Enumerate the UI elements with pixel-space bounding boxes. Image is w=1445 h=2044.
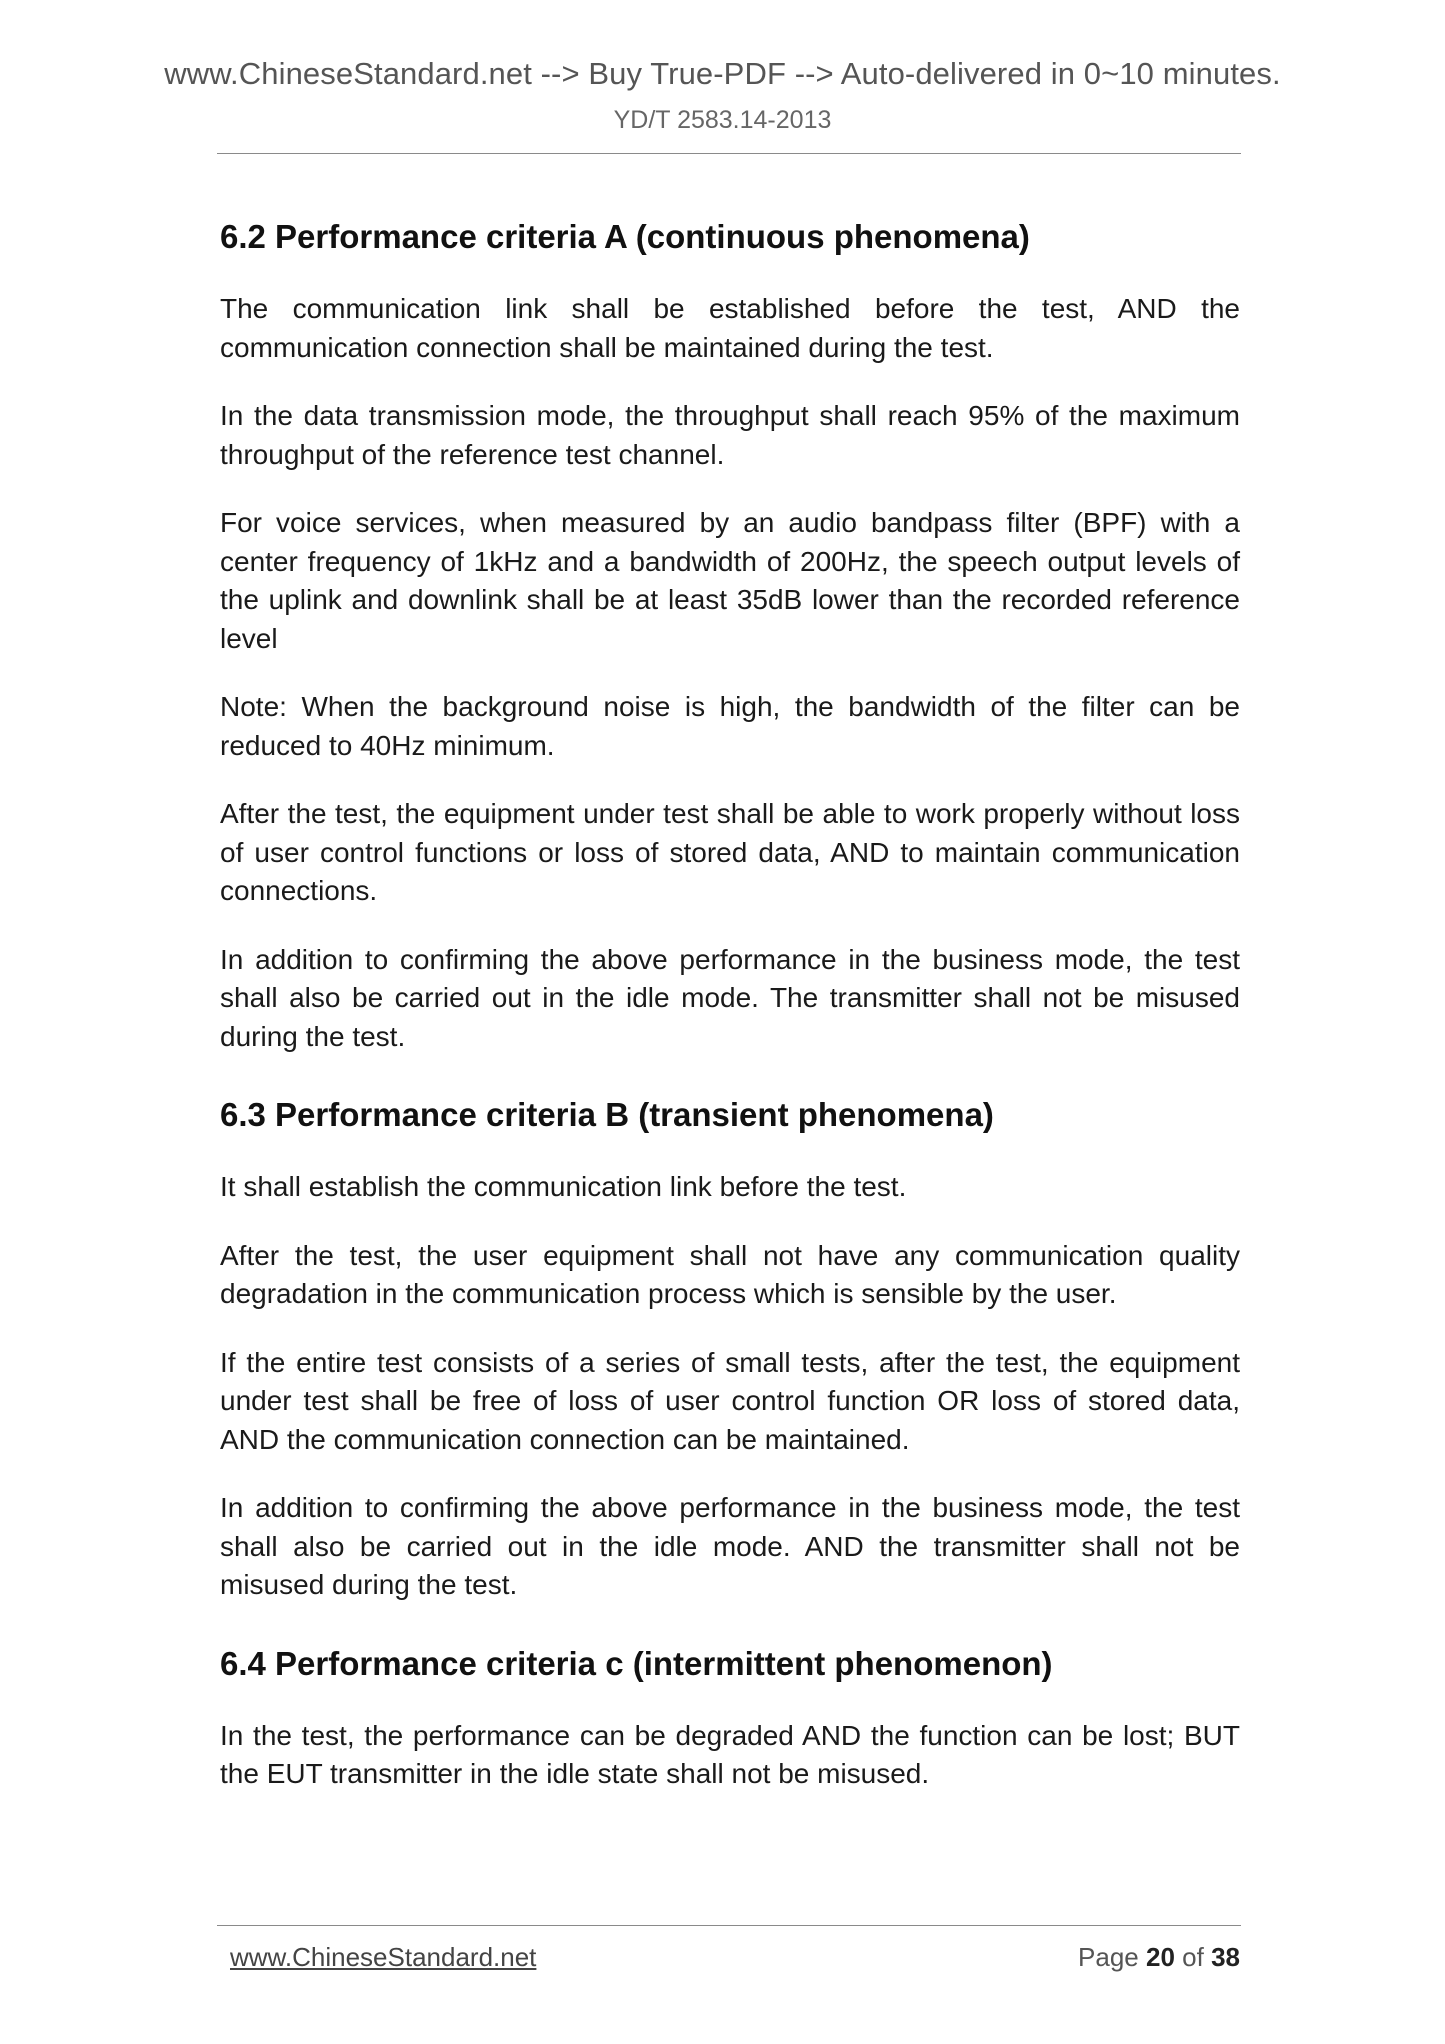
section-6-3 [220,1086,1240,1605]
section-6-2 [220,208,1240,1056]
section-heading: 6.2 Performance criteria A (continuous phenomena) [220,218,1030,255]
paragraph: In addition to confirming the above performance in the business mode, the test shall also be carried out in the idle mode. AND the transmitter shall not be misused during the test. [220,1492,1240,1600]
section-body [220,1168,1240,1605]
paragraph: If the entire test consists of a series of small tests, after the test, the equipment under test shall be free of loss of user control function OR loss of stored data, AND the communication connection can be maintained. [220,1346,1240,1455]
section-body [220,1717,1240,1794]
page-total: 38 [1211,1942,1240,1972]
footer-divider [217,1925,1241,1926]
promo-banner: www.ChineseStandard.net --> Buy True-PDF --> Auto-delivered in 0~10 minutes. [164,56,1281,91]
of-word: of [1182,1942,1204,1972]
site-link[interactable]: www.ChineseStandard.net [230,1942,537,1972]
paragraph: For voice services, when measured by an audio bandpass filter (BPF) with a center frequency of 1kHz and a bandwidth of 200Hz, the speech output levels of the uplink and downlink shall be at least 35dB lower than the recorded reference level [220,507,1240,654]
paragraph: In the data transmission mode, the throughput shall reach 95% of the maximum throughput of the reference test channel. [220,400,1240,470]
paragraph: After the test, the user equipment shall not have any communication quality degradation in the communication process which is sensible by the user. [220,1239,1240,1309]
page-word: Page [1078,1942,1139,1972]
section-heading: 6.3 Performance criteria B (transient phenomena) [220,1096,994,1133]
paragraph: The communication link shall be established before the test, AND the communication connection shall be maintained during the test. [220,293,1240,363]
document-id: YD/T 2583.14-2013 [613,106,832,134]
paragraph: After the test, the equipment under test shall be able to work properly without loss of user control functions or loss of stored data, AND to maintain communication connections. [220,798,1240,906]
paragraph: In addition to confirming the above performance in the business mode, the test shall also be carried out in the idle mode. The transmitter shall not be misused during the test. [220,943,1240,1052]
section-6-4 [220,1635,1240,1794]
paragraph: In the test, the performance can be degraded AND the function can be lost; BUT the EUT transmitter in the idle state shall not be misused. [220,1719,1240,1789]
page-content [220,208,1240,1824]
paragraph: It shall establish the communication link before the test. [220,1171,907,1202]
note-paragraph: Note: When the background noise is high, the bandwidth of the filter can be reduced to 40Hz minimum. [220,691,1240,761]
header-divider [217,153,1241,154]
page-indicator [1078,1942,1240,1973]
section-heading: 6.4 Performance criteria c (intermittent phenomenon) [220,1644,1053,1682]
section-body [220,290,1240,1056]
page-footer [230,1942,1240,1982]
page-number: 20 [1146,1942,1175,1972]
